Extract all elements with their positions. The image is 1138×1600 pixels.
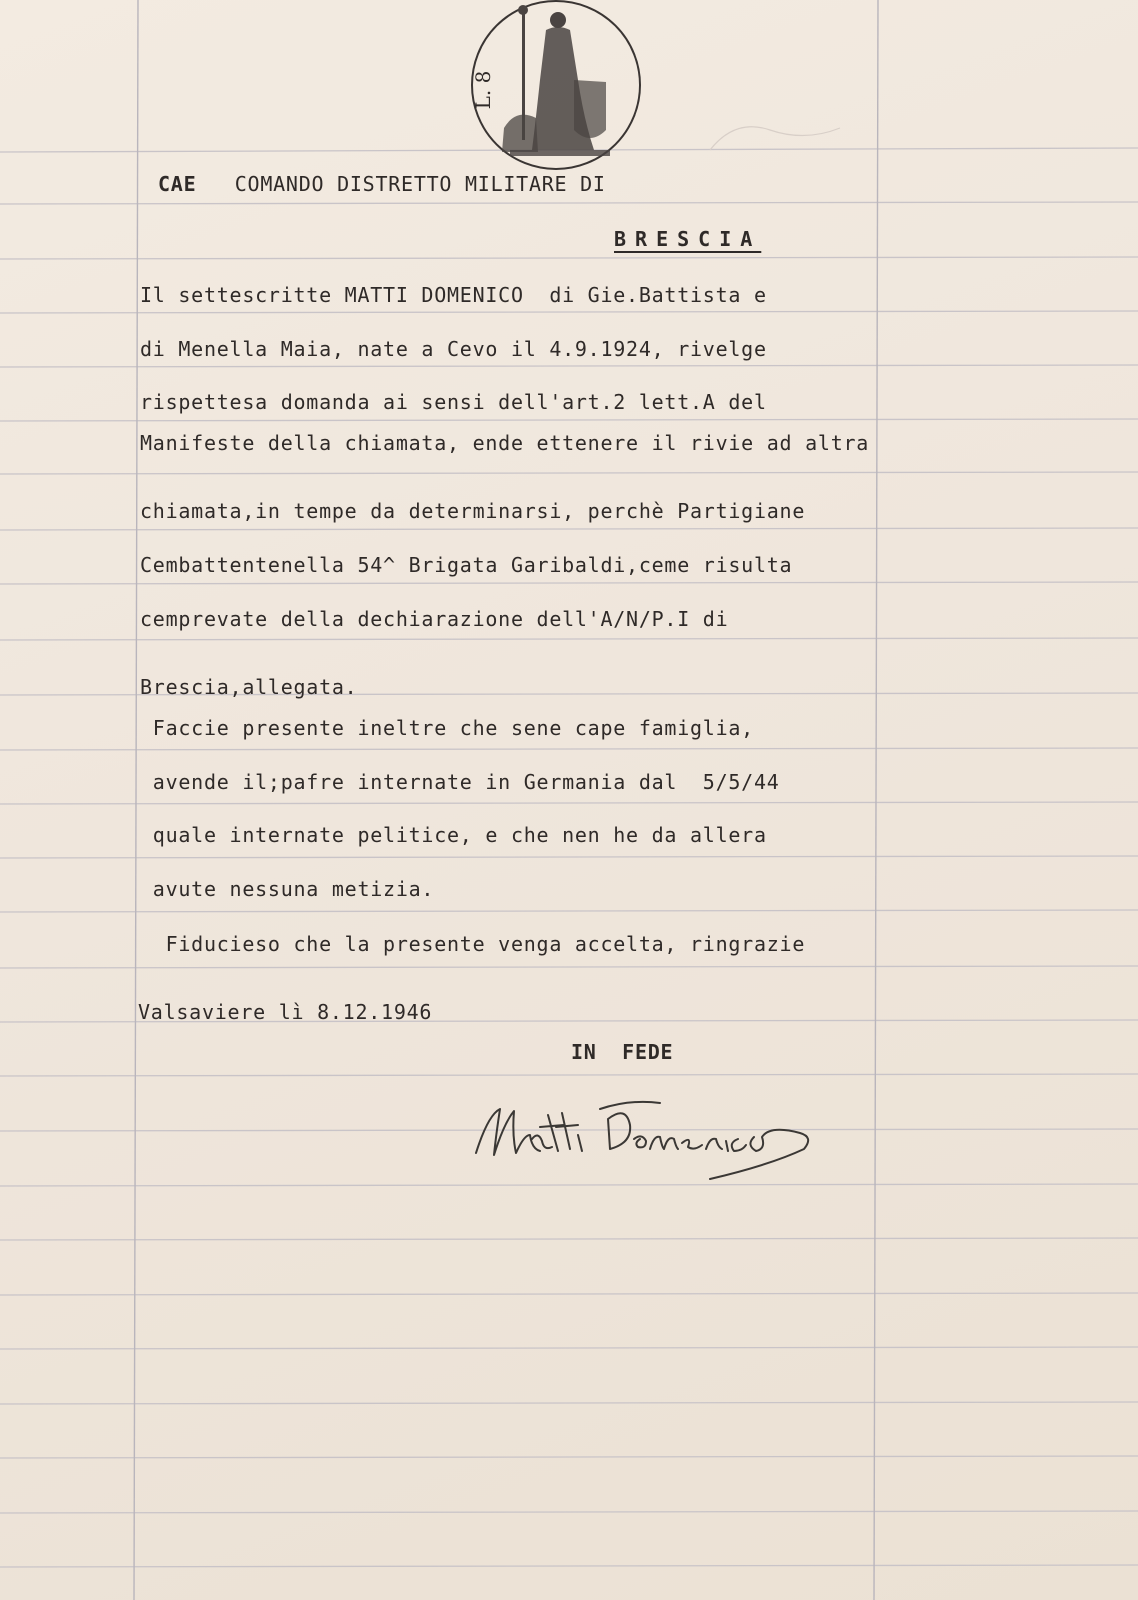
body-line: di Menella Maia, nate a Cevo il 4.9.1924, rivelge — [140, 337, 767, 361]
body-line: chiamata,in tempe da determinarsi, perchè Partigiane — [140, 499, 806, 523]
body-line: Manifeste della chiamata, ende ettenere il rivie ad altra — [140, 431, 870, 455]
place-date: Valsaviere lì 8.12.1946 — [138, 1000, 433, 1024]
body-line: avute nessuna metizia. — [140, 877, 435, 901]
stamp-value: L. 8 — [471, 70, 495, 110]
body-line: rispettesa domanda ai sensi dell'art.2 lett.A del — [140, 390, 767, 414]
header-prefix: CAE — [158, 172, 197, 196]
body-line: Fiducieso che la presente venga accelta, ringrazie — [140, 932, 806, 956]
header-authority: COMANDO DISTRETTO MILITARE DI — [234, 172, 606, 196]
body-line: Faccie presente ineltre che sene cape famiglia, — [140, 716, 754, 740]
body-line: cemprevate della dechiarazione dell'A/N/P.I di — [140, 607, 729, 631]
body-line: Brescia,allegata. — [140, 675, 358, 699]
body-line: Il settescritte MATTI DOMENICO di Gie.Battista e — [140, 283, 767, 307]
salutation: IN FEDE — [571, 1040, 674, 1064]
revenue-stamp — [466, 0, 646, 175]
body-line: Cembattentenella 54^ Brigata Garibaldi,ceme risulta — [140, 553, 793, 577]
handwritten-signature — [470, 1095, 850, 1205]
body-line: quale internate pelitice, e che nen he da allera — [140, 823, 767, 847]
header-city: BRESCIA — [614, 227, 762, 251]
body-line: avende il;pafre internate in Germania dal 5/5/44 — [140, 770, 780, 794]
